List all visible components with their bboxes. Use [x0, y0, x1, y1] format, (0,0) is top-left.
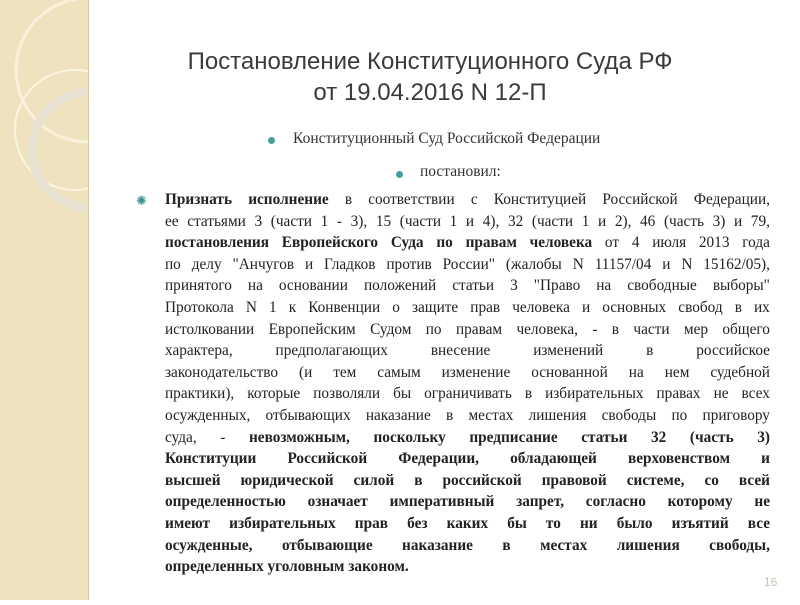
word: по: [436, 234, 453, 252]
word: изъятий: [671, 514, 729, 532]
word: 79,: [750, 212, 770, 230]
text-line: [165, 362, 770, 384]
text-line: [165, 340, 770, 362]
word: 1: [449, 212, 458, 230]
word: человека,: [516, 320, 578, 338]
text-line: [165, 189, 770, 211]
word: приговору: [702, 406, 770, 424]
word: N: [245, 298, 257, 316]
word: Федерации,: [398, 450, 479, 468]
bullet-icon: [268, 137, 275, 144]
word: нем: [664, 363, 690, 381]
word: (части: [270, 212, 312, 230]
word: их: [753, 298, 770, 316]
word: в: [502, 536, 511, 554]
decorative-circles-icon: [0, 0, 88, 600]
text-line: [165, 491, 770, 513]
word: и: [581, 298, 591, 316]
word: против: [386, 255, 432, 273]
word: 32: [651, 428, 667, 446]
word: 15162/05),: [703, 255, 770, 273]
bullet-court: Конституционный Суд Российской Федерации: [293, 130, 601, 147]
word: "Анчугов: [232, 255, 295, 273]
word: Признать: [165, 191, 233, 208]
word: суда,: [165, 428, 197, 446]
word: -: [336, 212, 343, 230]
word: 32: [507, 212, 524, 230]
decorative-side-strip: [0, 0, 89, 600]
word: российское: [696, 342, 770, 360]
word: (жалобы: [505, 255, 562, 273]
word: человека: [512, 298, 570, 316]
word: изменений: [533, 342, 604, 360]
word: правах: [656, 385, 701, 403]
word: и: [733, 212, 743, 230]
word: Российской: [287, 450, 368, 468]
word: и: [662, 255, 671, 273]
word: основании: [278, 277, 348, 295]
word: статьями: [187, 212, 246, 230]
word: в: [414, 471, 423, 489]
word: "Право: [533, 277, 581, 295]
resolution-text: [165, 189, 770, 578]
word: делу: [191, 255, 222, 273]
word: 1: [269, 298, 277, 316]
word: высшей: [165, 471, 221, 489]
text-line: [165, 297, 770, 319]
word: невозможным,: [248, 428, 350, 446]
word: согласно: [585, 493, 646, 511]
word: каких: [446, 514, 489, 532]
text-line: [165, 319, 770, 341]
bold-text-segment: определенных уголовным законом.: [165, 558, 409, 576]
word: 3),: [350, 212, 368, 230]
word: правам: [465, 234, 517, 252]
word: лишения: [528, 406, 587, 424]
word: с: [470, 191, 478, 208]
word: самым: [377, 363, 421, 381]
word: 1: [581, 212, 590, 230]
word: (часть: [663, 212, 704, 230]
word: законодательство: [165, 363, 279, 381]
word: N: [572, 255, 584, 273]
word: (часть: [689, 428, 734, 446]
word: прав: [354, 514, 389, 532]
word: судебной: [710, 363, 770, 381]
word: которые: [247, 385, 301, 403]
word: обладающей: [510, 450, 597, 468]
word: 11157/04: [594, 255, 652, 273]
word: верховенством: [628, 450, 730, 468]
word: в: [734, 298, 742, 316]
word: тем: [333, 363, 357, 381]
word: в: [524, 385, 533, 403]
word: и: [761, 450, 770, 468]
word: характера,: [165, 342, 233, 360]
word: 2013: [698, 234, 730, 252]
word: 4),: [482, 212, 500, 230]
word: позволяли: [313, 385, 381, 403]
slide-title: [120, 46, 740, 108]
word: 46: [640, 212, 656, 230]
word: к: [288, 298, 297, 316]
word: означает: [307, 493, 368, 511]
word: в: [446, 406, 454, 424]
title-line-1: Постановление Конституционного Суда РФ: [187, 48, 673, 75]
word: внесение: [430, 342, 491, 360]
word: бы: [507, 514, 527, 532]
bullet-icon: [396, 171, 403, 178]
word: о: [392, 298, 400, 316]
word: Европейским: [268, 320, 356, 338]
word: не: [754, 493, 770, 511]
word: истолковании: [165, 320, 255, 338]
word: определенностью: [165, 493, 286, 511]
word: N: [681, 255, 693, 273]
word: статьи: [581, 428, 628, 446]
word: запрет,: [516, 493, 565, 511]
word: лишения: [616, 536, 680, 554]
word: Европейского: [281, 234, 379, 252]
word: правовой: [541, 471, 607, 489]
word: изменение: [441, 363, 511, 381]
word: 1: [320, 212, 329, 230]
word: местах: [468, 406, 514, 424]
text-line: [165, 535, 770, 557]
text-line: [165, 383, 770, 405]
word: отбывающих: [265, 406, 351, 424]
word: ограничивать: [424, 385, 512, 403]
text-line: [165, 275, 770, 297]
word: части: [633, 320, 670, 338]
word: от: [604, 234, 620, 252]
word: императивный: [389, 493, 495, 511]
word: правам: [455, 320, 503, 338]
word: то: [545, 514, 561, 532]
word: все: [747, 514, 770, 532]
word: на: [596, 277, 612, 295]
page-number: 16: [764, 575, 778, 589]
word: прав: [470, 298, 501, 316]
word: 3): [712, 212, 726, 230]
text-line: [165, 448, 770, 470]
word: ни: [579, 514, 598, 532]
word: Конституцией: [493, 191, 587, 208]
word: на: [628, 363, 644, 381]
word: было: [616, 514, 653, 532]
word: исполнение: [248, 191, 329, 208]
word: Гладков: [324, 255, 376, 273]
word: свободы: [601, 406, 657, 424]
starburst-bullet-icon: ✺: [136, 193, 147, 208]
title-line-2: от 19.04.2016 N 12-П: [313, 79, 547, 106]
word: статьи: [452, 277, 495, 295]
text-line: [165, 470, 770, 492]
word: выборы": [712, 277, 770, 295]
word: юридической: [240, 471, 334, 489]
word: не: [713, 385, 729, 403]
word: Судом: [370, 320, 412, 338]
word: Протокола: [165, 298, 234, 316]
word: принятого: [165, 277, 232, 295]
word: Конституции: [165, 450, 257, 468]
bullet-decided: постановил:: [420, 163, 501, 180]
word: наказание: [365, 406, 431, 424]
word: свобод: [678, 298, 723, 316]
word: общего: [722, 320, 770, 338]
word: Суда: [390, 234, 424, 252]
word: в: [646, 342, 654, 360]
word: имеют: [165, 514, 211, 532]
text-line: [165, 513, 770, 535]
word: 3): [757, 428, 770, 446]
word: по: [671, 406, 688, 424]
word: основанной: [531, 363, 608, 381]
word: по: [425, 320, 442, 338]
word: всей: [738, 471, 770, 489]
word: -: [220, 428, 226, 446]
word: 3: [254, 212, 263, 230]
word: 4: [631, 234, 640, 252]
word: в: [344, 191, 353, 208]
text-line: [165, 232, 770, 254]
word: на: [247, 277, 263, 295]
word: поскольку: [373, 428, 446, 446]
word: избирательных: [545, 385, 644, 403]
word: основных: [602, 298, 667, 316]
text-line: [165, 405, 770, 427]
word: Конвенции: [308, 298, 381, 316]
word: российской: [442, 471, 522, 489]
word: по: [165, 255, 181, 273]
word: -: [592, 320, 598, 338]
word: года: [742, 234, 770, 252]
word: всех: [741, 385, 770, 403]
word: 3: [510, 277, 518, 295]
word: которому: [667, 493, 733, 511]
word: Федерации,: [693, 191, 770, 208]
word: избирательных: [229, 514, 336, 532]
word: июля: [652, 234, 687, 252]
word: России": [442, 255, 496, 273]
word: практики),: [165, 385, 235, 403]
word: системе,: [626, 471, 685, 489]
word: (и: [298, 363, 313, 381]
word: отбывающие: [281, 536, 373, 554]
text-line: [165, 556, 770, 578]
word: в: [611, 320, 620, 338]
word: свободные: [627, 277, 697, 295]
word: положений: [363, 277, 437, 295]
word: ее: [165, 212, 179, 230]
word: свободы,: [709, 536, 770, 554]
word: осужденные,: [165, 536, 253, 554]
word: местах: [540, 536, 588, 554]
word: защите: [411, 298, 459, 316]
text-line: [165, 427, 770, 449]
word: (части: [531, 212, 574, 230]
word: и: [598, 212, 607, 230]
word: (части: [399, 212, 442, 230]
word: постановления: [165, 234, 270, 252]
word: и: [304, 255, 314, 273]
word: Российской: [602, 191, 678, 208]
word: предписание: [469, 428, 558, 446]
word: со: [704, 471, 719, 489]
word: осужденных,: [165, 406, 251, 424]
word: предполагающих: [275, 342, 388, 360]
word: бы: [393, 385, 412, 403]
word: наказание: [402, 536, 473, 554]
word: и: [465, 212, 475, 230]
word: человека: [529, 234, 593, 252]
word: 2),: [614, 212, 632, 230]
word: без: [407, 514, 428, 532]
text-line: [165, 254, 770, 276]
word: соответствии: [368, 191, 455, 208]
text-line: [165, 211, 770, 233]
word: силой: [353, 471, 395, 489]
word: 15: [375, 212, 392, 230]
word: мер: [683, 320, 709, 338]
